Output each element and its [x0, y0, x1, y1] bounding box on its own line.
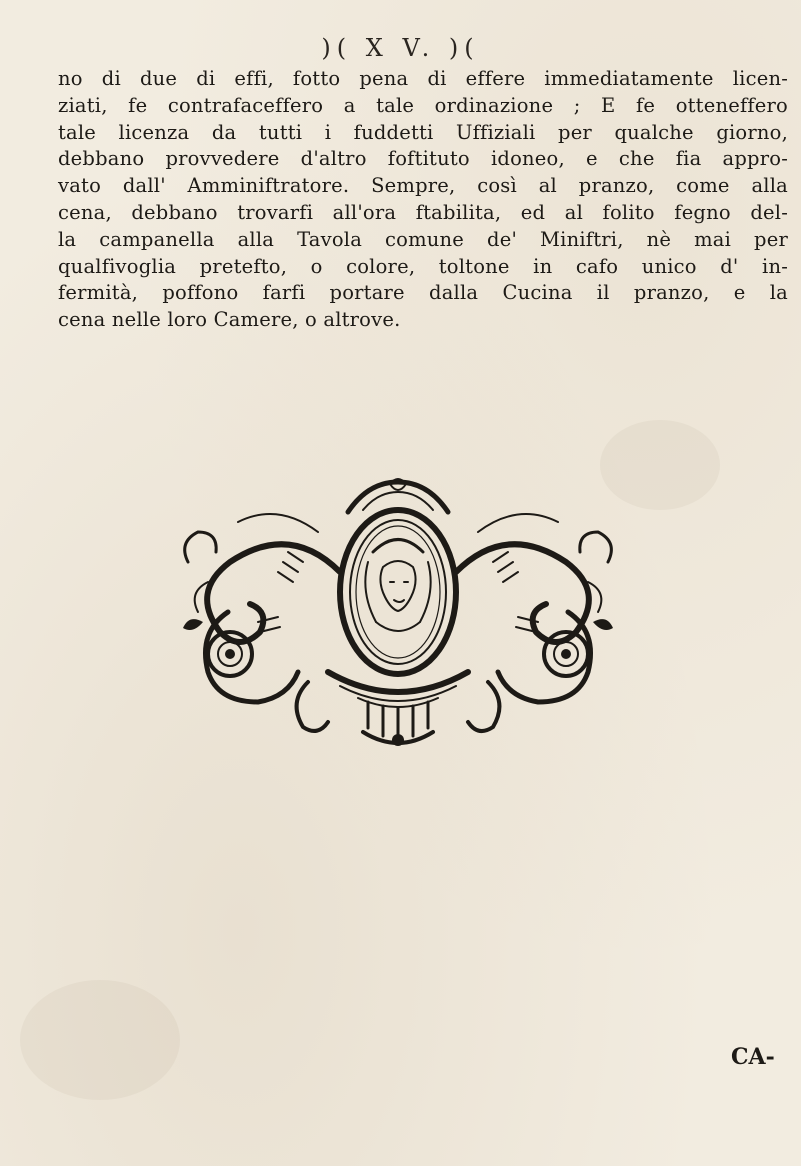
text-line: qualfivoglia pretefto, o colore, toltone in cafo unico d' in- — [58, 254, 788, 278]
text-line: vato dall' Amminiftratore. Sempre, così al pranzo, come alla — [58, 174, 788, 198]
catchword: CA- — [731, 1044, 775, 1070]
text-line: tale licenza da tutti i fuddetti Uffiziali per qualche giorno, — [58, 120, 788, 144]
running-title: )( X V. )( — [321, 34, 480, 62]
text-line: ziati, fe contrafaceffero a tale ordinazione ; E fe otteneffero — [58, 93, 788, 117]
text-line: debbano provvedere d'altro foftituto idoneo, e che fia appro- — [58, 147, 788, 171]
baroque-cartouche-icon — [168, 472, 628, 754]
paper-stain — [20, 980, 180, 1100]
text-line: no di due di effi, fotto pena di effere immediatamente licen- — [58, 67, 788, 90]
text-line: fermità, poffono farfi portare dalla Cucina il pranzo, e la — [58, 281, 788, 305]
text-line: la campanella alla Tavola comune de' Miniftri, nè mai per — [58, 227, 788, 251]
body-paragraph — [58, 66, 788, 334]
text-line: cena nelle loro Camere, o altrove. — [58, 308, 401, 332]
text-line: cena, debbano trovarfi all'ora ftabilita, ed al folito fegno del- — [58, 200, 788, 224]
